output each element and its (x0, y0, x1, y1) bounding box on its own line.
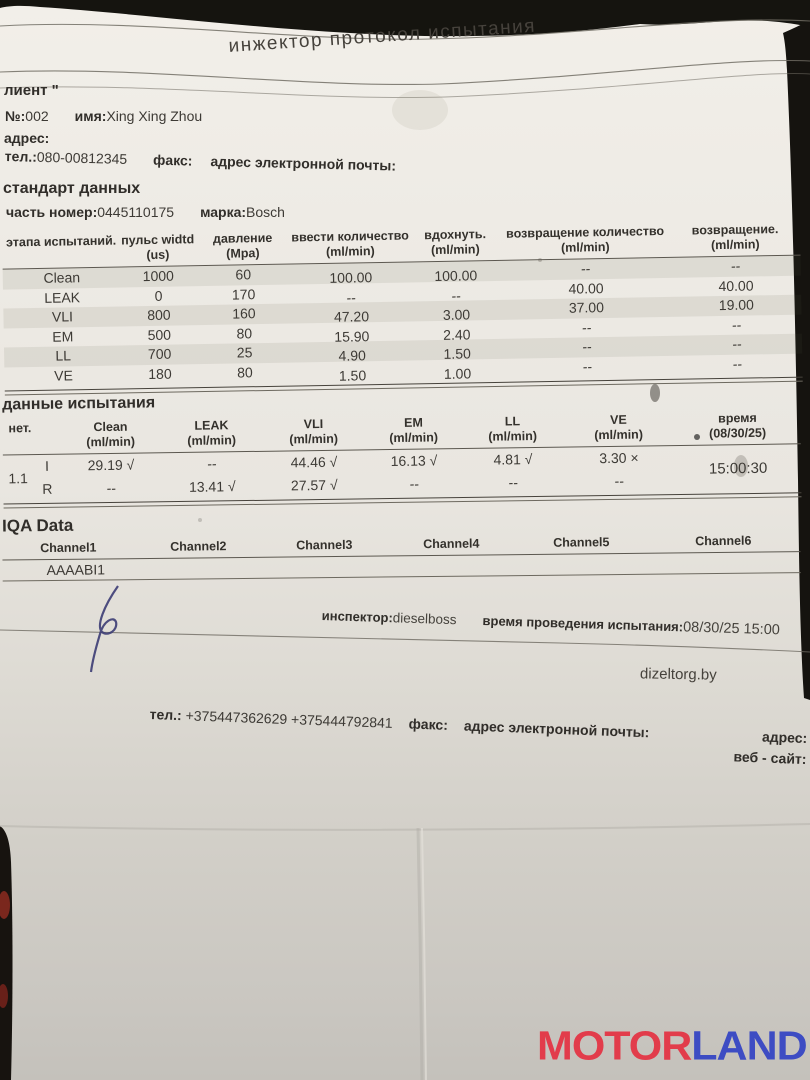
result-time: 15:00:30 (708, 459, 768, 478)
standard-part-line (6, 204, 285, 220)
client-no-label: №: (5, 108, 26, 124)
website-text: dizeltorg.by (639, 665, 717, 684)
standard-section-label: стандарт данных (3, 180, 141, 197)
client-number-line (5, 108, 202, 124)
footer-web-label: веб - сайт: (733, 748, 807, 768)
brand-label: марка: (200, 204, 247, 220)
iqa-section-label: IQA Data (2, 515, 74, 536)
table-row: LL 700 25 4.90 1.50 -- -- (4, 334, 802, 367)
table-row: VLI 800 160 47.20 3.00 37.00 19.00 (3, 295, 801, 328)
footer-address-label: адрес: (761, 728, 808, 747)
client-name-value: Xing Xing Zhou (106, 108, 203, 124)
client-no-value: 002 (25, 108, 49, 124)
motorland-land: LAND (691, 1023, 807, 1069)
table-row: VE 180 80 1.50 1.00 -- -- (54, 355, 743, 384)
footer-phone-label: тел.: (149, 706, 183, 724)
part-number-label: часть номер: (6, 204, 98, 220)
motorland-motor: MOTOR (537, 1023, 692, 1069)
part-number-value: 0445110175 (97, 204, 175, 220)
motorland-watermark (537, 1023, 807, 1070)
brand-value: Bosch (246, 204, 285, 220)
client-fax-label: факс: (152, 151, 193, 169)
client-section-label: лиент " (4, 82, 59, 99)
client-name-label: имя: (74, 108, 107, 124)
results-table-body: 1.1 I 29.19 √ -- 44.46 √ 16.13 √ 4.81 √ 3.30 × 15:00:30 R -- 13.41 √ 27.57 √ -- -- -- (3, 444, 802, 501)
client-address-label: адрес: (4, 130, 50, 146)
footer-phone-value: +375447362629 +375444792841 (185, 707, 393, 731)
result-number: 1.1 (8, 469, 29, 486)
inspector-value: dieselboss (392, 610, 457, 628)
client-phone-value: 080-00812345 (36, 148, 128, 167)
test-time-value: 08/30/25 15:00 (682, 619, 781, 639)
footer-email-label: адрес электронной почты: (463, 717, 650, 741)
table-row: Clean 1000 60 100.00 100.00 -- -- (3, 256, 801, 289)
iqa-channel1-value: AAAABI1 (46, 561, 106, 579)
results-section-label: данные испытания (2, 394, 156, 414)
stage-table-header: этапа испытаний. пульс widtd (us) давление (Mpa) ввести количество (ml/min) вдохнуть. (ml/min) возвращение количество (ml/min) возвращение. (ml/min) (5, 222, 779, 263)
client-contact-line (5, 148, 397, 174)
client-email-label: адрес электронной почты: (210, 153, 397, 174)
footer-contact-line (149, 706, 808, 767)
iqa-section (2, 508, 801, 581)
test-time-label: время проведения испытания: (482, 613, 684, 635)
results-table-header: нет. Clean (ml/min) LEAK (ml/min) VLI (ml/min) EM (ml/min) LL (ml/min) VE (ml/min) время (08/30/25) (8, 410, 767, 450)
footer-fax-label: факс: (408, 715, 449, 733)
stage-table (2, 222, 803, 396)
inspector-line (321, 608, 780, 638)
inspector-label: инспектор: (321, 608, 394, 626)
client-phone-label: тел.: (4, 148, 38, 165)
results-table (2, 385, 801, 508)
table-row: LEAK 0 170 -- -- 40.00 40.00 (44, 276, 754, 306)
table-row: EM 500 80 15.90 2.40 -- -- (52, 316, 742, 345)
page-title: инжектор протокол испытания (228, 15, 537, 57)
iqa-header: Channel1 Channel2 Channel3 Channel4 Channel5 Channel6 (40, 533, 752, 556)
